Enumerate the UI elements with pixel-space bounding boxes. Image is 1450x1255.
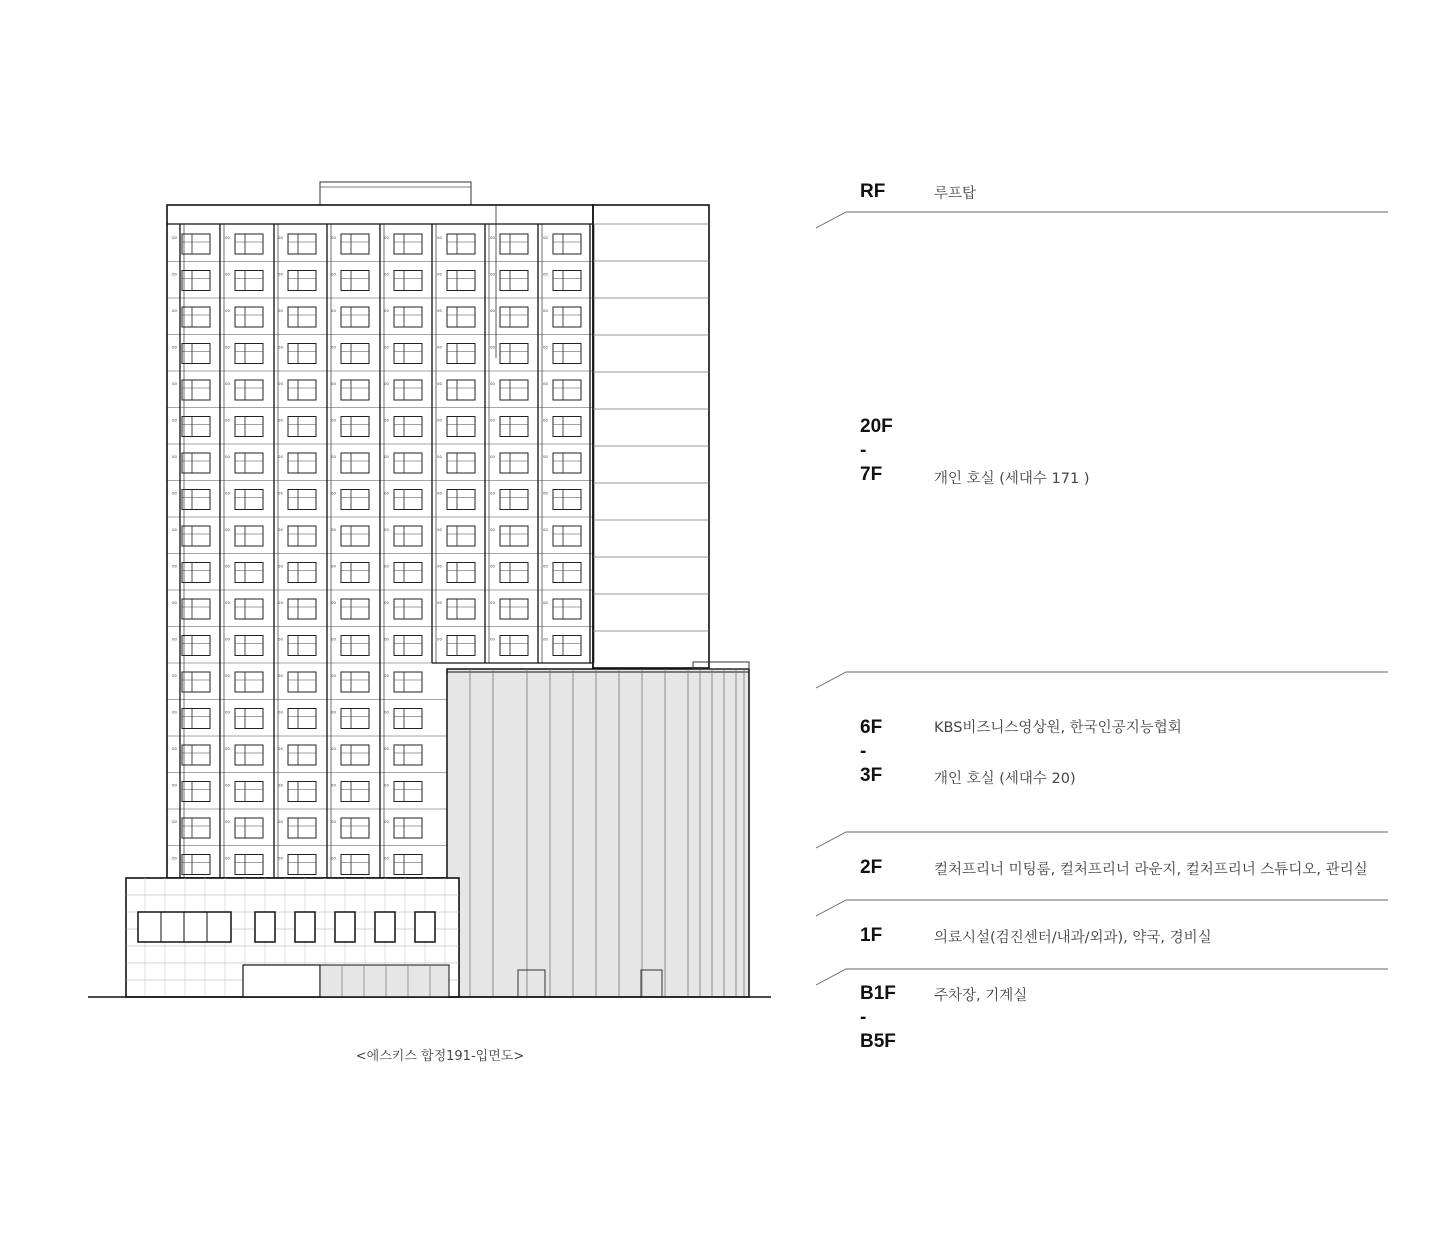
window [341, 307, 369, 327]
vent-mark: oo [384, 308, 389, 313]
floor-code-1f: 1F [860, 925, 883, 946]
vent-mark: oo [278, 563, 283, 569]
drawing-caption: <에스키스 합정191-입면도> [355, 1049, 525, 1064]
floor-code-20f: 20F [860, 416, 893, 437]
floor-code-3f: 3F [860, 765, 883, 786]
glass-curtain-wall [447, 662, 749, 997]
vent-mark: oo [172, 819, 177, 824]
window [288, 307, 316, 327]
vent-mark: oo [437, 381, 442, 386]
vent-mark: oo [172, 673, 177, 678]
window [288, 745, 316, 765]
vent-mark: oo [437, 271, 442, 277]
window [394, 855, 422, 875]
window [341, 453, 369, 473]
window [553, 307, 581, 327]
vent-mark: oo [225, 235, 230, 240]
window [182, 782, 210, 802]
floor-code-dash-upper: - [860, 440, 867, 461]
vent-mark: oo [225, 344, 230, 350]
vent-mark: oo [278, 271, 283, 277]
vent-mark: oo [384, 673, 389, 678]
window [500, 490, 528, 510]
vent-mark: oo [278, 855, 283, 861]
window [553, 380, 581, 400]
window [288, 344, 316, 364]
vent-mark: oo [172, 235, 177, 240]
window [447, 526, 475, 546]
vent-mark: oo [384, 855, 389, 861]
window [394, 745, 422, 765]
window [288, 672, 316, 692]
window [235, 526, 263, 546]
vent-mark: oo [543, 490, 548, 496]
floor-code-b1f: B1F [860, 983, 896, 1004]
vent-mark: oo [331, 819, 336, 824]
vent-mark: oo [172, 782, 177, 788]
vent-mark: oo [384, 709, 389, 715]
window [553, 417, 581, 437]
vent-mark: oo [490, 563, 495, 569]
vent-mark: oo [331, 782, 336, 788]
window [394, 344, 422, 364]
legend-divider [816, 832, 1388, 848]
window [553, 271, 581, 291]
window [182, 855, 210, 875]
window [341, 818, 369, 838]
vent-mark: oo [384, 527, 389, 532]
vent-mark: oo [490, 417, 495, 423]
vent-mark: oo [331, 381, 336, 386]
vent-mark: oo [331, 855, 336, 861]
vent-mark: oo [331, 600, 336, 605]
vent-mark: oo [278, 709, 283, 715]
window [235, 599, 263, 619]
window [235, 636, 263, 656]
window [288, 271, 316, 291]
window [394, 563, 422, 583]
vent-mark: oo [278, 636, 283, 642]
vent-mark: oo [490, 454, 495, 459]
floor-code-dash-basement: - [860, 1007, 867, 1028]
vent-mark: oo [225, 819, 230, 824]
window [447, 417, 475, 437]
window [235, 782, 263, 802]
floor-desc-upper: 개인 호실 (세대수 171 ) [934, 471, 1090, 487]
vent-mark: oo [172, 344, 177, 350]
legend-divider [816, 969, 1388, 985]
vent-mark: oo [437, 600, 442, 605]
vent-mark: oo [490, 235, 495, 240]
vent-mark: oo [225, 381, 230, 386]
window [288, 563, 316, 583]
vent-mark: oo [278, 600, 283, 605]
window [341, 380, 369, 400]
vent-mark: oo [384, 381, 389, 386]
window [500, 234, 528, 254]
vent-mark: oo [384, 819, 389, 824]
window [182, 709, 210, 729]
floor-desc-basement: 주차장, 기계실 [934, 988, 1028, 1004]
floor-code-7f: 7F [860, 464, 883, 485]
window [553, 453, 581, 473]
vent-mark: oo [331, 235, 336, 240]
vent-mark: oo [225, 636, 230, 642]
window [553, 490, 581, 510]
window [235, 818, 263, 838]
vent-mark: oo [225, 563, 230, 569]
vent-mark: oo [331, 527, 336, 532]
vent-mark: oo [225, 855, 230, 861]
vent-mark: oo [225, 271, 230, 277]
window [182, 417, 210, 437]
legend-divider [816, 900, 1388, 916]
vent-mark: oo [278, 673, 283, 678]
window [447, 307, 475, 327]
vent-mark: oo [225, 490, 230, 496]
window [341, 344, 369, 364]
window [235, 271, 263, 291]
window [394, 271, 422, 291]
vent-mark: oo [278, 344, 283, 350]
window [235, 417, 263, 437]
window [235, 234, 263, 254]
vent-mark: oo [543, 235, 548, 240]
window [447, 271, 475, 291]
tower-side-section [593, 205, 709, 668]
window [341, 745, 369, 765]
vent-mark: oo [172, 746, 177, 751]
legend-divider [816, 212, 1388, 228]
vent-mark: oo [331, 271, 336, 277]
window [182, 526, 210, 546]
window [500, 563, 528, 583]
window [447, 344, 475, 364]
vent-mark: oo [437, 454, 442, 459]
vent-mark: oo [331, 636, 336, 642]
window [500, 636, 528, 656]
vent-mark: oo [331, 673, 336, 678]
vent-mark: oo [172, 527, 177, 532]
window [341, 271, 369, 291]
window [235, 855, 263, 875]
vent-mark: oo [490, 636, 495, 642]
window [182, 563, 210, 583]
window [500, 271, 528, 291]
floor-code-6f: 6F [860, 717, 883, 738]
window [394, 490, 422, 510]
vent-mark: oo [172, 454, 177, 459]
floor-desc-2f: 컬처프리너 미팅룸, 컬처프리너 라운지, 컬처프리너 스튜디오, 관리실 [934, 862, 1368, 878]
vent-mark: oo [278, 417, 283, 423]
vent-mark: oo [172, 855, 177, 861]
window [500, 380, 528, 400]
floor-code-2f: 2F [860, 857, 883, 878]
vent-mark: oo [172, 563, 177, 569]
vent-mark: oo [225, 709, 230, 715]
window [288, 417, 316, 437]
vent-mark: oo [543, 271, 548, 277]
window [394, 636, 422, 656]
podium-window [335, 912, 355, 942]
podium-window [255, 912, 275, 942]
vent-mark: oo [384, 782, 389, 788]
window [341, 855, 369, 875]
glass-block-fill [447, 669, 749, 997]
window [394, 599, 422, 619]
floor-desc-mid-2: 개인 호실 (세대수 20) [934, 771, 1076, 787]
window [288, 709, 316, 729]
vent-mark: oo [172, 308, 177, 313]
vent-mark: oo [437, 235, 442, 240]
window [447, 563, 475, 583]
window [288, 490, 316, 510]
window [341, 672, 369, 692]
vent-mark: oo [490, 308, 495, 313]
floor-desc-rf: 루프탑 [934, 186, 977, 202]
window [182, 380, 210, 400]
vent-mark: oo [331, 454, 336, 459]
window [341, 709, 369, 729]
window [500, 453, 528, 473]
window [341, 563, 369, 583]
vent-mark: oo [278, 819, 283, 824]
vent-mark: oo [384, 271, 389, 277]
floor-code-rf: RF [860, 181, 886, 202]
window [500, 344, 528, 364]
window [394, 307, 422, 327]
window [182, 818, 210, 838]
window [500, 307, 528, 327]
vent-mark: oo [278, 235, 283, 240]
vent-mark: oo [384, 490, 389, 496]
window [500, 417, 528, 437]
vent-mark: oo [437, 490, 442, 496]
vent-mark: oo [172, 271, 177, 277]
vent-mark: oo [384, 417, 389, 423]
vent-mark: oo [490, 271, 495, 277]
window [235, 490, 263, 510]
vent-mark: oo [543, 600, 548, 605]
vent-mark: oo [172, 636, 177, 642]
window [341, 599, 369, 619]
window [447, 380, 475, 400]
vent-mark: oo [543, 381, 548, 386]
vent-mark: oo [437, 636, 442, 642]
window [394, 453, 422, 473]
vent-mark: oo [543, 344, 548, 350]
window [394, 526, 422, 546]
vent-mark: oo [278, 381, 283, 386]
vent-mark: oo [331, 417, 336, 423]
window [394, 818, 422, 838]
floor-code-dash-mid: - [860, 741, 867, 762]
window [447, 636, 475, 656]
vent-mark: oo [172, 490, 177, 496]
vent-mark: oo [225, 308, 230, 313]
floor-desc-1f: 의료시설(검진센터/내과/외과), 약국, 경비실 [934, 930, 1212, 946]
vent-mark: oo [278, 308, 283, 313]
window [182, 234, 210, 254]
vent-mark: oo [384, 563, 389, 569]
window [500, 599, 528, 619]
vent-mark: oo [331, 746, 336, 751]
window [341, 636, 369, 656]
window [235, 453, 263, 473]
vent-mark: oo [543, 563, 548, 569]
vent-mark: oo [437, 308, 442, 313]
vent-mark: oo [384, 746, 389, 751]
window [235, 380, 263, 400]
vent-mark: oo [331, 490, 336, 496]
vent-mark: oo [437, 563, 442, 569]
window [288, 855, 316, 875]
vent-mark: oo [437, 527, 442, 532]
vent-mark: oo [225, 782, 230, 788]
vent-mark: oo [543, 417, 548, 423]
window [288, 526, 316, 546]
vent-mark: oo [331, 709, 336, 715]
vent-mark: oo [331, 563, 336, 569]
rooftop-parapet [320, 182, 471, 205]
window [341, 782, 369, 802]
vent-mark: oo [384, 600, 389, 605]
vent-mark: oo [490, 381, 495, 386]
window [182, 672, 210, 692]
vent-mark: oo [225, 527, 230, 532]
window [235, 745, 263, 765]
window [235, 344, 263, 364]
window [394, 234, 422, 254]
window [394, 709, 422, 729]
window [341, 490, 369, 510]
vent-mark: oo [490, 527, 495, 532]
window [447, 490, 475, 510]
window [288, 380, 316, 400]
vent-mark: oo [384, 344, 389, 350]
vent-mark: oo [172, 381, 177, 386]
window [288, 599, 316, 619]
vent-mark: oo [384, 636, 389, 642]
vent-mark: oo [331, 344, 336, 350]
vent-mark: oo [490, 600, 495, 605]
window [394, 782, 422, 802]
vent-mark: oo [543, 454, 548, 459]
window [235, 563, 263, 583]
window [553, 599, 581, 619]
vent-mark: oo [172, 600, 177, 605]
window [341, 234, 369, 254]
window [182, 344, 210, 364]
vent-mark: oo [172, 417, 177, 423]
window [182, 490, 210, 510]
building-elevation-drawing [0, 0, 800, 1040]
vent-mark: oo [384, 454, 389, 459]
legend-divider [816, 672, 1388, 688]
window [553, 636, 581, 656]
floor-code-b5f: B5F [860, 1031, 896, 1052]
vent-mark: oo [437, 417, 442, 423]
window [394, 380, 422, 400]
vent-mark: oo [490, 490, 495, 496]
window [182, 271, 210, 291]
window [447, 599, 475, 619]
vent-mark: oo [225, 673, 230, 678]
window [182, 636, 210, 656]
vent-mark: oo [278, 746, 283, 751]
window [553, 234, 581, 254]
window [341, 526, 369, 546]
vent-mark: oo [225, 600, 230, 605]
vent-mark: oo [543, 636, 548, 642]
podium-window [295, 912, 315, 942]
window [553, 526, 581, 546]
window [341, 417, 369, 437]
vent-mark: oo [225, 454, 230, 459]
window [447, 234, 475, 254]
podium-window [375, 912, 395, 942]
window [288, 782, 316, 802]
window [394, 417, 422, 437]
window [182, 745, 210, 765]
window [500, 526, 528, 546]
vent-mark: oo [384, 235, 389, 240]
vent-mark: oo [278, 782, 283, 788]
window [394, 672, 422, 692]
window [182, 307, 210, 327]
window [288, 818, 316, 838]
vent-mark: oo [278, 527, 283, 532]
vent-mark: oo [490, 344, 495, 350]
window [447, 453, 475, 473]
window [288, 234, 316, 254]
window [235, 672, 263, 692]
podium-entrance [243, 965, 320, 997]
window [235, 709, 263, 729]
podium-window [415, 912, 435, 942]
window [553, 344, 581, 364]
vent-mark: oo [437, 344, 442, 350]
window [553, 563, 581, 583]
vent-mark: oo [172, 709, 177, 715]
window [288, 453, 316, 473]
vent-mark: oo [543, 527, 548, 532]
window [182, 599, 210, 619]
vent-mark: oo [225, 746, 230, 751]
vent-mark: oo [331, 308, 336, 313]
window [235, 307, 263, 327]
vent-mark: oo [225, 417, 230, 423]
vent-mark: oo [543, 308, 548, 313]
window [182, 453, 210, 473]
window [288, 636, 316, 656]
vent-mark: oo [278, 490, 283, 496]
vent-mark: oo [278, 454, 283, 459]
floor-desc-mid-1: KBS비즈니스영상원, 한국인공지능협회 [934, 720, 1182, 736]
